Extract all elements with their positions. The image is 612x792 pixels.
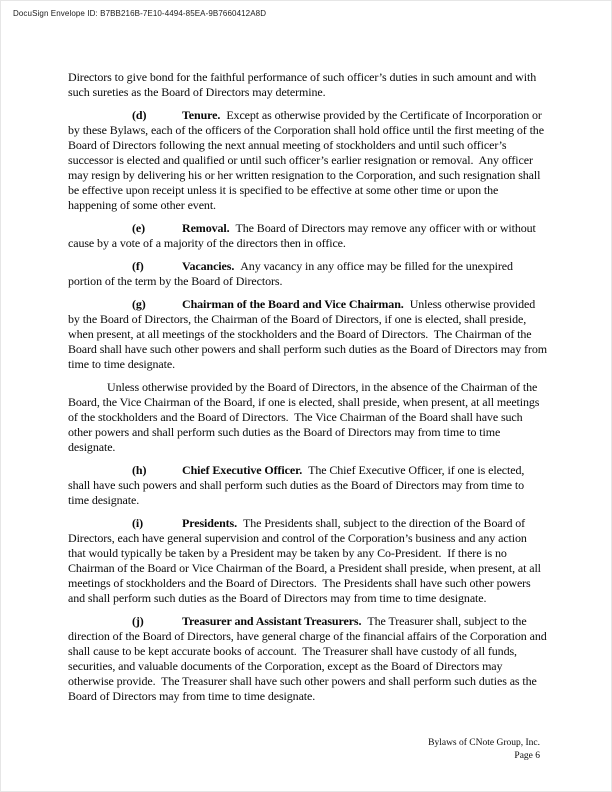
paragraph-heading: Vacancies. (182, 259, 235, 273)
paragraph-heading: Tenure. (182, 108, 221, 122)
paragraph-heading: Chief Executive Officer. (182, 463, 303, 477)
paragraph-text: Unless otherwise provided by the Board of Directors, in the absence of the Chairman of the Board, the Vice Chairman of the Board, if one is elected, shall preside, when present, at all meetings of the stockholders and the Board of Directors. The Vice Chairman of the Board shall have such other powers and shall perform such duties as the Board of Directors may from time to time designate. (68, 380, 543, 454)
paragraph (68, 221, 547, 251)
paragraph-label: (j) (132, 614, 144, 628)
paragraph-heading: Presidents. (182, 516, 238, 530)
paragraph-text: Any vacancy in any office may be filled for the unexpired portion of the term by the Board of Directors. (68, 259, 516, 288)
paragraph-text: The Board of Directors may remove any officer with or without cause by a vote of a majority of the directors then in office. (68, 221, 539, 250)
paragraph (68, 380, 547, 455)
paragraph (68, 463, 547, 508)
paragraph-label: (i) (132, 516, 144, 530)
paragraph-heading: Removal. (182, 221, 230, 235)
paragraph-label: (e) (132, 221, 146, 235)
paragraph-label: (h) (132, 463, 147, 477)
paragraph (68, 516, 547, 606)
paragraph-text: Except as otherwise provided by the Certificate of Incorporation or by these Bylaws, each of the officers of the Corporation shall hold office until the first meeting of the Board of Directors following the next annual meeting of stockholders and until such officer’s successor is elected and qualified or until such officer’s earlier resignation or removal. Any officer may resign by delivering his or her written resignation to the Corporation, and such resignation shall be effective upon receipt unless it is specified to be effective at some other time or upon the happening of some other event. (68, 108, 547, 212)
footer-doc-title: Bylaws of CNote Group, Inc. (428, 738, 540, 748)
paragraph-text: The Chief Executive Officer, if one is elected, shall have such powers and shall perform such duties as the Board of Directors may from time to time designate. (68, 463, 528, 507)
paragraph (68, 297, 550, 372)
paragraph-label: (f) (132, 259, 144, 273)
page-footer (428, 737, 540, 762)
docusign-envelope-id: DocuSign Envelope ID: B7BB216B-7E10-4494-85EA-9B7660412A8D (13, 9, 267, 18)
document-body (68, 70, 550, 712)
paragraph (68, 70, 547, 100)
paragraph-heading: Chairman of the Board and Vice Chairman. (182, 297, 404, 311)
paragraph-text: The Presidents shall, subject to the direction of the Board of Directors, each have general supervision and control of the Corporation’s business and any action that would typically be taken by a President may be taken by any Co-President. If there is no Chairman of the Board or Vice Chairman of the Board, a President shall preside, when present, at all meetings of stockholders and the Board of Directors. The Presidents shall have such other powers and shall perform such duties as the Board of Directors may from time to time designate. (68, 516, 544, 605)
paragraph-label: (g) (132, 297, 146, 311)
paragraph-heading: Treasurer and Assistant Treasurers. (182, 614, 362, 628)
paragraph-label: (d) (132, 108, 147, 122)
paragraph (68, 614, 550, 704)
paragraph (68, 259, 547, 289)
footer-page-number: Page 6 (514, 750, 540, 761)
paragraph (68, 108, 547, 213)
paragraph-text: Unless otherwise provided by the Board of Directors, the Chairman of the Board of Directors, if one is elected, shall preside, when present, at all meetings of the stockholders and the Board of Directors. The Chairman of the Board shall have such other powers and shall perform such duties as the Board of Directors may from time to time designate. (68, 297, 550, 371)
paragraph-text: The Treasurer shall, subject to the direction of the Board of Directors, have general charge of the financial affairs of the Corporation and shall cause to be kept accurate books of account. The Treasurer shall have custody of all funds, securities, and valuable documents of the Corporation, except as the Board of Directors may otherwise provide. The Treasurer shall have such other powers and shall perform such duties as the Board of Directors may from time to time designate. (68, 614, 550, 703)
paragraph-text: Directors to give bond for the faithful performance of such officer’s duties in such amount and with such sureties as the Board of Directors may determine. (68, 70, 539, 99)
